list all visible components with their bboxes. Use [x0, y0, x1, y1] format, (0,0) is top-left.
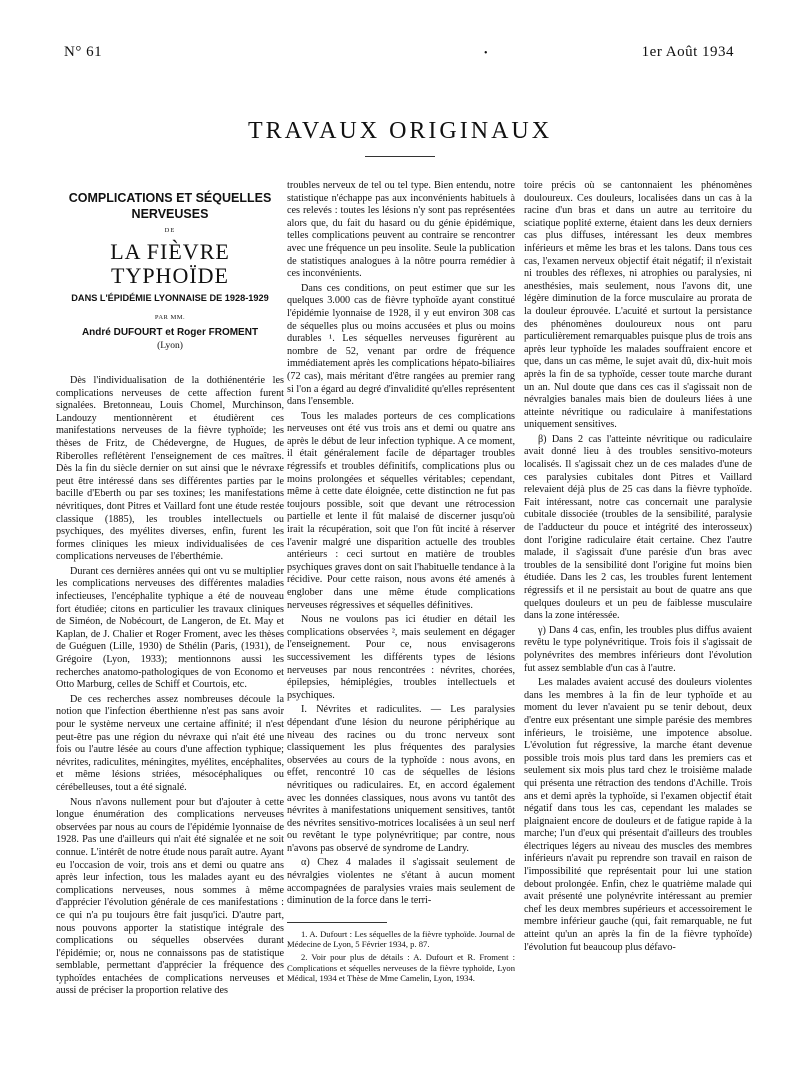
- paragraph: Les malades avaient accusé des douleurs violentes dans les membres à la fin de leur typhoïde et au moment du lever n'avaient pu se tenir debout, deux d'entre eux présentant une simple parésie des membres inférieurs, le troisième, une impotence absolue. L'évolution fut régressive, la marche étant devenue possible trois mois plus tard dans les premiers cas et seulement six mois plus tard chez le troisième malade qui présenta une rétraction des tendons d'Achille. Trois ans et demi après la typhoïde, si l'examen objectif était négatif dans tous les cas, cependant les malades se plaignaient encore de douleurs et de fatigue rapide à la marche; l'un d'eux qui présentait d'ailleurs des troubles électriques légers au niveau des muscles des membres inférieurs n'avait pu reprendre son travail en raison de l'impossibilité que représentait pour lui une station debout prolongée. Enfin, chez le quatrième malade qui avait présenté une polynévrite intéressant au premier chef les deux membres supérieurs et accessoirement le membre inférieur gauche (qui, fait remarquable, ne fut atteint qu'un an après la fin de la fièvre typhoïde) l'évolution fut beaucoup plus défavo-: [524, 677, 752, 953]
- paragraph: I. Névrites et radiculites. — Les paralysies dépendant d'une lésion du neurone périphérique au niveau des racines ou du tronc nerveux sont classiquement les plus fréquentes des paralysies observées au cours de la typhoïde : nous avons, en effet, rencontré 10 cas de séquelles de lésions névritiques ou radiculaires. Et, en accord également avec les données classiques, nous avons vu tantôt des névrites à manifestations uniquement sensitives, tantôt des névrites sensitivo-motrices localisées à un seul nerf ou revêtant le type polynévritique; par contre, nous n'avons pas observé de syndrome de Landry.: [287, 704, 515, 854]
- article-authors: André DUFOURT et Roger FROMENT: [81, 326, 259, 338]
- paragraph: Tous les malades porteurs de ces complications nerveuses ont été vus trois ans et demi ou quatre ans après le début de leur infection typhique. A ce moment, il était généralement facile de départager troubles régressifs et troubles définitifs, complications plus ou moins prolongées et séquelles véritables; cependant, même à cette date éloignée, cette distinction ne fut pas toujours possible, soit que devant une rétrocession partielle et lente il fût malaisé de discerner jusqu'où irait la récupération, soit que l'on fût incité à réserver l'avenir malgré une disparition actuelle des troubles antérieurs : ceci surtout en matière de troubles psychiques graves dont on sait l'habituelle tendance à la récidive. Pour cette raison, nous avons été amenés à englober dans une même étude complications nerveuses régressives et séquelles définitives.: [287, 410, 515, 611]
- paragraph: Nous ne voulons pas ici étudier en détail les complications observées ², mais seulement en dégager l'enseignement. Pour ce, nous envisagerons successivement les différents types de lésions nerveuses par nous rencontrées : névrites, chorées, épilepsies, hémiplégies, troubles intellectuels et psychiques.: [287, 614, 515, 701]
- paragraph: Dans ces conditions, on peut estimer que sur les quelques 3.000 cas de fièvre typhoïde ayant constitué l'épidémie lyonnaise de 1928, il y eut environ 308 cas de séquelles plus ou moins accusées et plus ou moins durables ¹. Les séquelles nerveuses figurèrent au nombre de 52, venant par ordre de fréquence immédiatement après les complications hépato-biliaires (72 cas), mais méritant d'être rangées au premier rang si l'on a égard au degré d'invalidité qu'elles représentent dans l'ensemble.: [287, 282, 515, 408]
- issue-number: N° 61: [64, 44, 103, 60]
- article-affiliation: (Lyon): [157, 341, 183, 352]
- article-title-line1: COMPLICATIONS ET SÉQUELLES NERVEUSES: [68, 191, 272, 221]
- paragraph: Durant ces dernières années qui ont vu se multiplier les complications nerveuses des différentes maladies infectieuses, l'encéphalite typhique a été de nouveau fort étudiée; citons en particulier les travaux cliniques de Siméon, de Nobécourt, de Langeron, de Et. May et Kaplan, de J. Chalier et Roger Froment, avec les thèses de Guéguen (Lille, 1930) de Sthélin (Paris, (1931), de Grégoire (Lyon, 1933); mentionnons aussi les recherches anatomo-pathologiques de von Economo et Otto Marburg, celles de Schiff et Courtois, etc.: [56, 565, 284, 691]
- paragraph: Dès l'individualisation de la dothiénentérie les complications nerveuses de cette affection furent signalées. Bretonneau, Louis Chomel, Murchinson, Landouzy mentionnèrent et étudièrent ces manifestations nerveuses de la fièvre typhoïde; les thèses de Fritz, de Chédevergne, de Hugues, de Riberolles reflétèrent l'enseignement de ces maîtres. Dès la fin du siècle dernier on sut ainsi que le névraxe peut être intéressé dans ses différentes parties par le bacille d'Eberth ou par ses toxines; les manifestations névritiques, dont Pitres et Vaillard font une étude restée classique (1885), les troubles intellectuels ou psychiques, des myélites diverses, enfin, furent les formes cliniques les mieux individualisées de ces complications nerveuses de l'éberthémie.: [56, 374, 284, 563]
- issue-date: 1er Août 1934: [641, 44, 734, 60]
- paragraph: troubles nerveux de tel ou tel type. Bien entendu, notre statistique n'échappe pas aux inconvénients habituels à ces relevés : toutes les lésions n'y sont pas représentées alors que, du fait du hasard ou du génie épidémique, telles complications peuvent au contraire se rencontrer avec une fréquence un peu insolite. Seule la publication de statistiques analogues à la nôtre pourra remédier à ces inconvénients.: [287, 180, 515, 280]
- column-2: [287, 180, 515, 986]
- paragraph: toire précis où se cantonnaient les phénomènes douloureux. Ces douleurs, localisées dans un cas à la racine d'un bras et dans un autre au territoire du sciatique poplité externe, étaient dans les deux derniers cas plus diffuses, intéressant les deux membres inférieurs et même les bras et les talons. Dans tous ces cas, l'examen nerveux objectif était négatif; il n'existait ni troubles des réflexes, ni atrophies ou paralysies, ni anesthésies, mais seulement, nous l'avons dit, une légère diminution de la force musculaire au prorata de la douleur éprouvée. L'acuité et surtout la persistance des phénomènes douloureux nous ont paru particulièrement remarquables puisque plus de trois ans après leur typhoïde les malades souffraient encore et que, dans un cas même, le sujet avait dû, dix-huit mois après la fin de sa typhoïde, cesser toute marche durant un an. Nul doute que dans ces cas il s'agissait non de névralgies banales mais bien de douleurs liées à une atteinte névritique ou radiculaire à manifestations uniquement sensitives.: [524, 180, 752, 431]
- footnote: 1. A. Dufourt : Les séquelles de la fièvre typhoïde. Journal de Médecine de Lyon, 5 Février 1934, p. 87.: [287, 928, 515, 950]
- section-heading: TRAVAUX ORIGINAUX: [247, 118, 553, 144]
- column-1: [56, 186, 284, 1000]
- paragraph: α) Chez 4 malades il s'agissait seulement de névralgies violentes ne s'étant à aucun moment accompagnées de paralysies vraies mais seulement de diminution de la force dans le terri-: [287, 857, 515, 907]
- paragraph: De ces recherches assez nombreuses découle la notion que l'infection éberthienne n'est pas sans avoir pour le système nerveux une certaine affinité; il n'est peut-être pas une région du névraxe qui n'ait été une fois ou l'autre lésée au cours d'une affection typhique; névrites, radiculites, méningites, myélites, encéphalites, et même lésions striées, mésocéphaliques ou cérébelleuses, tout a été signalé.: [56, 693, 284, 793]
- paragraph: Nous n'avons nullement pour but d'ajouter à cette longue énumération des complications nerveuses observées par nous au cours de l'épidémie lyonnaise de 1928. Pas une d'ailleurs qui n'ait été signalée et ne soit connue. L'intérêt de notre étude nous paraît autre. Ayant eu l'occasion de voir, trois ans et demi ou quatre ans après leur infection, tous les malades ayant eu des complications nerveuses, nous sommes à même d'apprécier l'évolution générale de ces manifestations : ce qui n'a pu toujours être fait jusqu'ici. D'autre part, nous pouvons apporter la statistique intégrale des complications ou séquelles observées durant l'épidémie; or, nous ne connaissons pas de statistique semblable, permettant d'apprécier la fréquence des typhoïdes entachées de complications nerveuses et aussi de préciser la proportion relative des: [56, 796, 284, 997]
- paragraph: γ) Dans 4 cas, enfin, les troubles plus diffus avaient revêtu le type polynévritique. Trois fois il s'agissait de polynévrites des membres inférieurs dont l'évolution fut assez semblable d'un cas à l'autre.: [524, 624, 752, 674]
- article-title-de: DE: [164, 227, 176, 234]
- footnote: 2. Voir pour plus de détails : A. Dufourt et R. Froment : Complications et séquelles nerveuses de la fièvre typhoïde, Lyon Médical, 1934 et Thèse de Mme Camelin, Lyon, 1934.: [287, 952, 515, 984]
- article-title-sub: DANS L'ÉPIDÉMIE LYONNAISE DE 1928-1929: [71, 292, 269, 303]
- header-dot: •: [484, 48, 489, 59]
- footnote-divider: [287, 922, 387, 923]
- article-title-main: LA FIÈVRE TYPHOÏDE: [110, 238, 230, 288]
- article-par: PAR MM.: [154, 314, 186, 322]
- section-divider: [365, 156, 435, 157]
- paragraph: β) Dans 2 cas l'atteinte névritique ou radiculaire avait donné lieu à des troubles sensitivo-moteurs localisés. Il s'agissait chez un de ces malades d'une de ces paralysies cubitales dont Pitres et Vaillard relevaient déjà plus de 25 cas dans la fièvre typhoïde. Fait intéressant, notre cas concernait une paralysie cubitale dissociée (troubles de la sensibilité, paralysie de l'adducteur du pouce et intégrité des interosseux) dont l'origine radiculaire était certaine. Chez l'autre malade, il s'agissait d'une parésie d'un bras avec troubles de la sensibilité dont l'origine fut moins bien étudiée. Dans les 2 cas, les troubles furent lentement régressifs et il ne persistait au bout de quatre ans que quelques douleurs et un peu de faiblesse musculaire dans la zone intéressée.: [524, 433, 752, 622]
- column-3: [524, 180, 752, 956]
